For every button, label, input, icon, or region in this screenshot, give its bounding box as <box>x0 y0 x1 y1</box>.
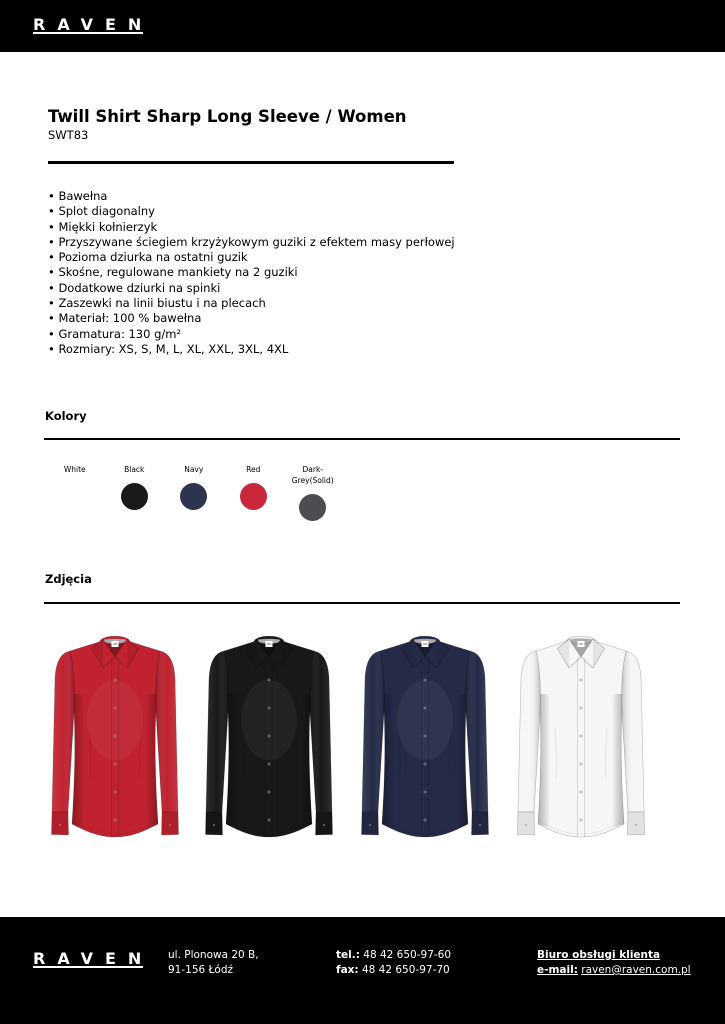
phone-line <box>336 948 451 963</box>
address-line-2: 91-156 Łódź <box>168 964 234 976</box>
footer-logo <box>33 949 154 968</box>
color-swatch-dot <box>240 483 267 510</box>
product-photo <box>357 628 493 856</box>
footer-logo-text: RAVEN <box>33 949 154 968</box>
shirt-illustration <box>513 628 649 856</box>
customer-service-title: Biuro obsługi klienta <box>537 949 661 961</box>
color-swatch-list <box>45 464 343 521</box>
feature-item: • Rozmiary: XS, S, M, L, XL, XXL, 3XL, 4XL <box>48 342 455 357</box>
brand-logo <box>33 15 154 34</box>
feature-item: • Splot diagonalny <box>48 204 455 219</box>
photos-divider <box>44 602 680 604</box>
product-photo <box>513 628 649 856</box>
colors-heading: Kolory <box>45 409 87 423</box>
color-swatch-dot <box>180 483 207 510</box>
feature-item: • Zaszewki na linii biustu i na plecach <box>48 296 455 311</box>
shirt-illustration <box>47 628 183 856</box>
color-swatch <box>224 464 284 521</box>
color-swatch-label: Black <box>124 465 145 474</box>
phone-number: 48 42 650-97-60 <box>363 949 452 961</box>
product-title: Twill Shirt Sharp Long Sleeve / Women <box>48 107 407 126</box>
fax-label: fax: <box>336 964 359 976</box>
color-swatch-label: Navy <box>184 465 204 474</box>
feature-item: • Materiał: 100 % bawełna <box>48 311 455 326</box>
color-swatch-dot <box>299 494 326 521</box>
shirt-graphic <box>518 636 645 837</box>
brand-logo-text: RAVEN <box>33 15 154 34</box>
title-divider <box>48 161 454 164</box>
phone-label: tel.: <box>336 949 360 961</box>
footer-bar <box>0 917 725 1024</box>
color-swatch <box>105 464 165 521</box>
color-swatch-label: Red <box>246 465 261 474</box>
color-swatch <box>45 464 105 521</box>
top-bar <box>0 0 725 52</box>
fax-line <box>336 963 451 978</box>
feature-item: • Miękki kołnierzyk <box>48 220 455 235</box>
product-photo <box>47 628 183 856</box>
feature-item: • Skośne, regulowane mankiety na 2 guziki <box>48 265 455 280</box>
email-label: e-mail: <box>537 964 578 976</box>
email-link[interactable]: raven@raven.com.pl <box>581 964 691 976</box>
shirt-graphic <box>52 636 179 837</box>
color-swatch-dot <box>61 483 88 510</box>
shirt-illustration <box>201 628 337 856</box>
fax-number: 48 42 650-97-70 <box>361 964 450 976</box>
color-swatch-label: White <box>63 465 86 474</box>
address-line-1: ul. Plonowa 20 B, <box>168 949 259 961</box>
email-line <box>537 963 691 978</box>
company-address <box>168 948 259 978</box>
color-swatch <box>164 464 224 521</box>
color-swatch-label: Dark-Grey(Solid) <box>291 465 334 485</box>
customer-service <box>537 948 691 978</box>
shirt-graphic <box>362 636 489 837</box>
product-photo <box>201 628 337 856</box>
feature-list <box>48 189 455 357</box>
shirt-illustration <box>357 628 493 856</box>
feature-item: • Pozioma dziurka na ostatni guzik <box>48 250 455 265</box>
product-code: SWT83 <box>48 128 89 142</box>
feature-item: • Przyszywane ściegiem krzyżykowym guziki z efektem masy perłowej <box>48 235 455 250</box>
color-swatch <box>283 464 343 521</box>
phone-contact <box>336 948 451 978</box>
feature-item: • Gramatura: 130 g/m² <box>48 327 455 342</box>
color-swatch-dot <box>121 483 148 510</box>
feature-item: • Dodatkowe dziurki na spinki <box>48 281 455 296</box>
feature-item: • Bawełna <box>48 189 455 204</box>
shirt-graphic <box>206 636 333 837</box>
colors-divider <box>44 438 680 440</box>
photos-heading: Zdjęcia <box>45 572 92 586</box>
